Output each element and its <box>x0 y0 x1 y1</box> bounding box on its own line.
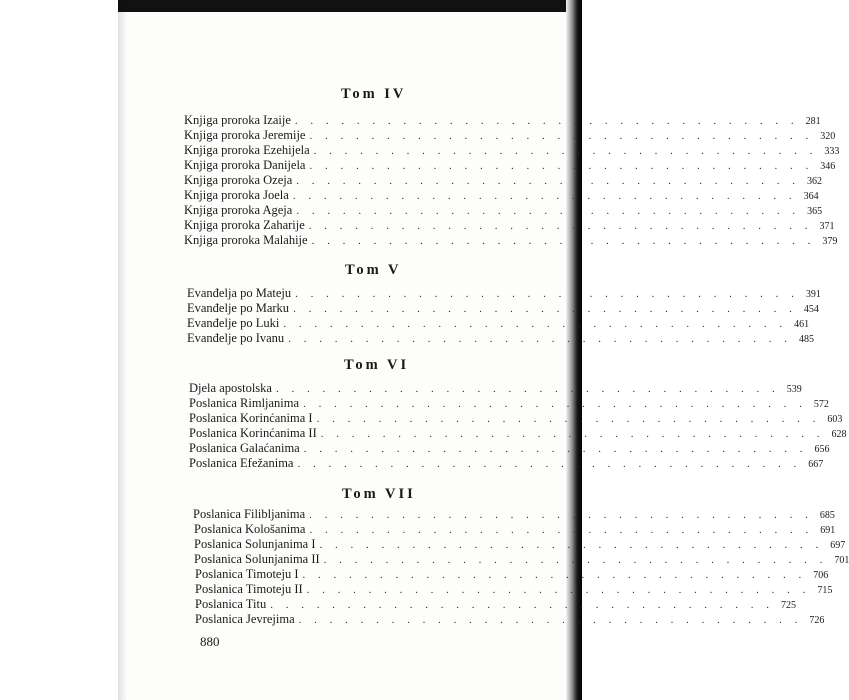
toc-entry-page: 391 <box>805 289 821 300</box>
leader-dots: . . . . . . . . . . . . . . . . . . . . . . . . . . . . . . . . . <box>296 175 801 187</box>
section-title: Tom IV <box>341 86 407 102</box>
toc-entry-label: Poslanica Solunjanima II <box>194 552 320 566</box>
toc-entry <box>189 396 829 411</box>
toc-entry-page: 656 <box>814 444 830 455</box>
toc-entry <box>184 158 836 173</box>
toc-entry-page: 691 <box>820 525 836 536</box>
toc-entry-page: 371 <box>819 221 835 232</box>
leader-dots: . . . . . . . . . . . . . . . . . . . . . . . . . . . . . . . . . <box>275 383 780 395</box>
section-title: Tom VI <box>344 357 410 373</box>
leader-dots: . . . . . . . . . . . . . . . . . . . . . . . . . . . . . . . . . <box>302 569 807 581</box>
toc-entry-label: Knjiga proroka Joela <box>184 188 289 202</box>
toc-entry <box>194 537 846 552</box>
toc-entry-label: Evanđelje po Marku <box>187 301 290 315</box>
leader-dots: . . . . . . . . . . . . . . . . . . . . . . . . . . . . . . . . . <box>303 398 807 410</box>
leader-dots: . . . . . . . . . . . . . . . . . . . . . . . . . . . . . . . . . <box>297 458 802 470</box>
toc-entry-page: 667 <box>808 459 824 470</box>
toc-entry-label: Poslanica Efežanima <box>189 456 294 470</box>
toc-entry <box>184 188 819 203</box>
toc-entry-page: 628 <box>831 429 847 440</box>
toc-entry-label: Poslanica Korinćanima I <box>189 411 313 425</box>
leader-dots: . . . . . . . . . . . . . . . . . . . . . . . . . . . . . . . . . <box>309 509 813 521</box>
toc-entry <box>184 113 821 128</box>
leader-dots: . . . . . . . . . . . . . . . . . . . . . . . . . . . . . . . . . <box>311 235 816 247</box>
toc-entry-page: 320 <box>820 131 836 142</box>
toc-entry <box>184 143 840 158</box>
leader-dots: . . . . . . . . . . . . . . . . . . . . . . . . . . . . . . . . . <box>309 524 814 536</box>
toc-entry-page: 364 <box>803 191 819 202</box>
leader-dots: . . . . . . . . . . . . . . . . . . . . . . . . . . . . . . . . . <box>323 554 828 566</box>
page-shadow <box>118 0 128 700</box>
toc-entry <box>187 316 810 331</box>
toc-entry-label: Poslanica Jevrejima <box>195 612 295 626</box>
toc-entry-page: 281 <box>805 116 821 127</box>
toc-entry-label: Poslanica Timoteju II <box>195 582 303 596</box>
leader-dots: . . . . . . . . . . . . . . . . . . . . . . . . . . . . . . . . . <box>293 303 797 315</box>
leader-dots: . . . . . . . . . . . . . . . . . . . . . . . . . . . . . . . . . <box>283 318 788 330</box>
toc-entry-label: Evanđelje po Ivanu <box>187 331 285 345</box>
toc-entry-page: 697 <box>830 540 846 551</box>
toc-entry <box>189 381 802 396</box>
toc-entry-label: Poslanica Solunjanima I <box>194 537 316 551</box>
toc-entry-label: Poslanica Timoteju I <box>195 567 299 581</box>
section-title: Tom VII <box>342 486 416 502</box>
toc-entry-page: 726 <box>809 615 825 626</box>
toc-entry-label: Knjiga proroka Ezehijela <box>184 143 310 157</box>
toc-entry-label: Poslanica Titu <box>195 597 267 611</box>
toc-entry <box>189 426 847 441</box>
leader-dots: . . . . . . . . . . . . . . . . . . . . . . . . . . . . . . . . . <box>316 413 821 425</box>
toc-entry <box>184 203 823 218</box>
toc-entry-label: Poslanica Kološanima <box>194 522 306 536</box>
leader-dots: . . . . . . . . . . . . . . . . . . . . . . . . . . . . . . . . . <box>288 333 792 345</box>
toc-entry-page: 701 <box>834 555 849 566</box>
toc-entry <box>184 233 838 248</box>
section-title: Tom V <box>345 262 402 278</box>
leader-dots: . . . . . . . . . . . . . . . . . . . . . . . . . . . . . . . . . <box>308 220 813 232</box>
toc-entry <box>194 552 849 567</box>
toc-entry-page: 379 <box>822 236 838 247</box>
toc-entry-label: Knjiga proroka Danijela <box>184 158 306 172</box>
toc-entry-label: Knjiga proroka Ageja <box>184 203 293 217</box>
leader-dots: . . . . . . . . . . . . . . . . . . . . . . . . . . . . . . . . . <box>298 614 803 626</box>
toc-entry-page: 454 <box>803 304 819 315</box>
toc-entry <box>187 286 821 301</box>
toc-entry <box>195 612 825 627</box>
toc-entry-page: 603 <box>827 414 843 425</box>
toc-entry-page: 485 <box>798 334 814 345</box>
toc-entry-page: 362 <box>807 176 823 187</box>
toc-entry <box>195 567 829 582</box>
book-top-edge <box>118 0 582 12</box>
leader-dots: . . . . . . . . . . . . . . . . . . . . . . . . . . . . . . . . . <box>319 539 824 551</box>
toc-entry <box>184 218 835 233</box>
leader-dots: . . . . . . . . . . . . . . . . . . . . . . . . . . . . . . . . . <box>295 288 799 300</box>
toc-entry <box>189 456 824 471</box>
toc-entry <box>184 173 823 188</box>
toc-entry-label: Evanđelja po Mateju <box>187 286 292 300</box>
toc-entry-page: 572 <box>813 399 829 410</box>
toc-entry-page: 715 <box>817 585 833 596</box>
leader-dots: . . . . . . . . . . . . . . . . . . . . . . . . . . . . . . . . . <box>294 115 799 127</box>
leader-dots: . . . . . . . . . . . . . . . . . . . . . . . . . . . . . . . . . <box>313 145 818 157</box>
toc-entry-page: 333 <box>824 146 840 157</box>
toc-entry-label: Knjiga proroka Ozeja <box>184 173 293 187</box>
leader-dots: . . . . . . . . . . . . . . . . . . . . . . . . . . . . . . . . . <box>309 160 814 172</box>
toc-entry-page: 706 <box>813 570 829 581</box>
toc-entry-label: Poslanica Rimljanima <box>189 396 300 410</box>
toc-entry-label: Poslanica Korinćanima II <box>189 426 317 440</box>
toc-entry <box>187 331 814 346</box>
toc-entry-page: 346 <box>820 161 836 172</box>
leader-dots: . . . . . . . . . . . . . . . . . . . . . . . . . . . . . . . . . <box>270 599 774 611</box>
toc-entry-label: Knjiga proroka Zaharije <box>184 218 305 232</box>
toc-entry <box>189 441 830 456</box>
toc-entry-label: Poslanica Filibljanima <box>193 507 306 521</box>
toc-entry <box>195 597 796 612</box>
leader-dots: . . . . . . . . . . . . . . . . . . . . . . . . . . . . . . . . . <box>303 443 808 455</box>
toc-entry-page: 725 <box>780 600 796 611</box>
toc-entry-label: Knjiga proroka Jeremije <box>184 128 306 142</box>
toc-entry-label: Djela apostolska <box>189 381 272 395</box>
toc-entry <box>195 582 833 597</box>
leader-dots: . . . . . . . . . . . . . . . . . . . . . . . . . . . . . . . . . <box>296 205 801 217</box>
toc-entry <box>193 507 835 522</box>
toc-entry-page: 461 <box>794 319 810 330</box>
toc-entry <box>194 522 836 537</box>
leader-dots: . . . . . . . . . . . . . . . . . . . . . . . . . . . . . . . . . <box>320 428 825 440</box>
toc-entry-label: Knjiga proroka Izaije <box>184 113 291 127</box>
toc-entry-label: Evanđelje po Luki <box>187 316 280 330</box>
toc-entry <box>187 301 819 316</box>
toc-entry-label: Knjiga proroka Malahije <box>184 233 308 247</box>
leader-dots: . . . . . . . . . . . . . . . . . . . . . . . . . . . . . . . . . <box>309 130 814 142</box>
toc-entry-page: 365 <box>807 206 823 217</box>
leader-dots: . . . . . . . . . . . . . . . . . . . . . . . . . . . . . . . . . <box>306 584 811 596</box>
toc-entry-page: 539 <box>786 384 802 395</box>
leader-dots: . . . . . . . . . . . . . . . . . . . . . . . . . . . . . . . . . <box>292 190 797 202</box>
toc-entry-label: Poslanica Galaćanima <box>189 441 300 455</box>
toc-entry-page: 685 <box>819 510 835 521</box>
toc-entry <box>189 411 843 426</box>
toc-entry <box>184 128 836 143</box>
page-number: 880 <box>200 634 220 649</box>
